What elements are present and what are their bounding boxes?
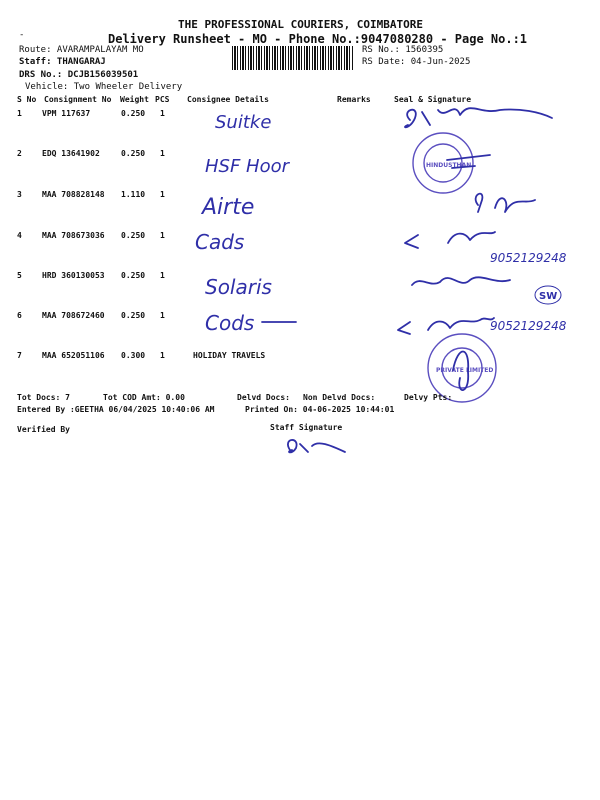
non-delvd-docs: Non Delvd Docs:: [303, 393, 376, 402]
row-sno: 2: [17, 149, 22, 158]
page-title: Delivery Runsheet - MO - Phone No.:9047080280 - Page No.:1: [108, 32, 528, 46]
row-weight: 0.250: [121, 311, 146, 320]
signature-row7: [453, 351, 468, 390]
signature-row3: [476, 194, 535, 212]
row-weight: 1.110: [121, 190, 146, 199]
stamp-seal-2-inner: [442, 348, 482, 388]
row-consignment: MAA 708828148: [42, 190, 105, 199]
row-pcs: 1: [160, 351, 165, 360]
row-weight: 0.250: [121, 109, 146, 118]
entered-by: Entered By :GEETHA 06/04/2025 10:40:06 AM: [17, 405, 215, 414]
row-weight: 0.300: [121, 351, 146, 360]
barcode: [232, 46, 354, 70]
stamp-text-1: HINDUSTHAN: [426, 162, 472, 169]
stamp-seal-1: [413, 133, 473, 193]
row-pcs: 1: [160, 271, 165, 280]
col-consignment: Consignment No: [44, 95, 112, 104]
handwritten-consignee-2: HSF Hoor: [205, 156, 289, 177]
col-remarks: Remarks: [337, 95, 371, 104]
handwritten-phone-1: 9052129248: [490, 251, 567, 265]
dash-mark: -: [19, 30, 25, 40]
handwritten-consignee-3: Airte: [202, 195, 255, 220]
row-consignment: HRD 360130053: [42, 271, 105, 280]
row-consignment: MAA 708673036: [42, 231, 105, 240]
row-sno: 4: [17, 231, 22, 240]
verified-by: Verified By: [17, 425, 70, 434]
printed-on: Printed On: 04-06-2025 10:44:01: [245, 405, 395, 414]
row-consignment: MAA 652051106: [42, 351, 105, 360]
handwritten-phone-2: 9052129248: [490, 319, 567, 333]
row-sno: 1: [17, 109, 22, 118]
row-weight: 0.250: [121, 149, 146, 158]
handwritten-consignee-5: Solaris: [205, 275, 272, 299]
col-seal: Seal & Signature: [394, 95, 472, 104]
stamp-seal-1-inner: [424, 144, 462, 182]
col-pcs: PCS: [155, 95, 170, 104]
row-sno: 5: [17, 271, 22, 280]
handwritten-consignee-1: Suitke: [215, 112, 272, 133]
row-pcs: 1: [160, 190, 165, 199]
col-weight: Weight: [120, 95, 149, 104]
delvd-docs: Delvd Docs:: [237, 393, 290, 402]
vehicle-label: Vehicle: Two Wheeler Delivery: [25, 82, 183, 92]
staff-signature-label: Staff Signature: [270, 423, 343, 432]
signature-row2: [447, 155, 490, 168]
tot-cod-amt: Tot COD Amt: 0.00: [103, 393, 185, 402]
col-consignee: Consignee Details: [187, 95, 269, 104]
tot-docs: Tot Docs: 7: [17, 393, 70, 402]
row-weight: 0.250: [121, 271, 146, 280]
signature-row1: [405, 108, 552, 127]
stamp-text-2: PRIVATE LIMITED: [436, 367, 494, 374]
rs-number: RS No.: 1560395: [362, 45, 444, 55]
drs-number: DRS No.: DCJB156039501: [19, 70, 139, 80]
rs-date: RS Date: 04-Jun-2025: [362, 57, 471, 67]
staff-label: Staff: THANGARAJ: [19, 57, 106, 67]
signature-row6: [398, 318, 494, 334]
stamp-seal-2: [428, 334, 496, 402]
company-name: THE PROFESSIONAL COURIERS, COIMBATORE: [178, 18, 424, 31]
staff-signature-mark: [288, 440, 345, 452]
row-consignee: HOLIDAY TRAVELS: [193, 351, 266, 360]
handwritten-consignee-6: Cods: [205, 311, 255, 335]
row-weight: 0.250: [121, 231, 146, 240]
handwritten-consignee-4: Cads: [195, 230, 245, 254]
row-pcs: 1: [160, 231, 165, 240]
signature-row5: [412, 277, 510, 285]
signature-row4: [405, 232, 495, 248]
row-consignment: MAA 708672460: [42, 311, 105, 320]
row-sno: 6: [17, 311, 22, 320]
row-sno: 3: [17, 190, 22, 199]
row-pcs: 1: [160, 109, 165, 118]
row-sno: 7: [17, 351, 22, 360]
sw-circle: [535, 286, 561, 304]
row-pcs: 1: [160, 311, 165, 320]
col-sno: S No: [17, 95, 37, 104]
row-pcs: 1: [160, 149, 165, 158]
row-consignment: EDQ 13641902: [42, 149, 100, 158]
delvy-pts: Delvy Pts:: [404, 393, 453, 402]
handwritten-sw: SW: [539, 291, 558, 302]
route-label: Route: AVARAMPALAYAM MO: [19, 45, 144, 55]
row-consignment: VPM 117637: [42, 109, 91, 118]
